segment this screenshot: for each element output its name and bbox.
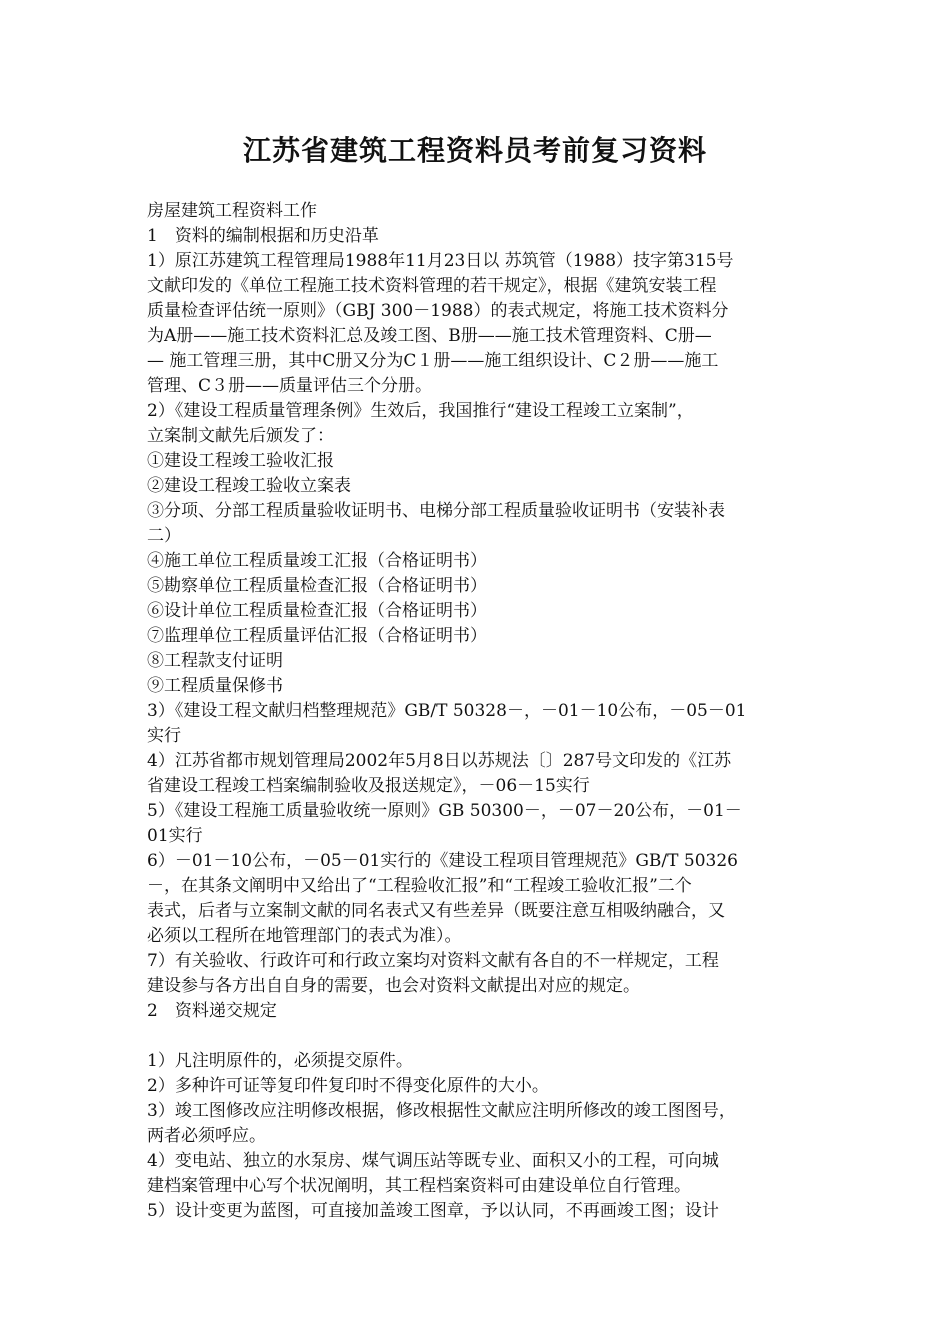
text-line: 质量检查评估统一原则》（GBJ 300－1988）的表式规定，将施工技术资料分 — [147, 301, 729, 321]
text-line: 01实行 — [147, 826, 203, 846]
text-line: 3）《建设工程文献归档整理规范》GB/T 50328－，－01－10公布，－05－01 — [147, 701, 747, 721]
text-line: 1 资料的编制根据和历史沿革 — [147, 226, 379, 246]
text-line: 5）《建设工程施工质量验收统一原则》GB 50300－，－07－20公布，－01－ — [147, 801, 742, 821]
text-line: 表式，后者与立案制文献的同名表式又有些差异（既要注意互相吸纳融合，又 — [147, 901, 725, 921]
text-line: ⑤勘察单位工程质量检查汇报（合格证明书） — [147, 576, 487, 596]
text-line: ⑧工程款支付证明 — [147, 651, 283, 671]
text-line: 房屋建筑工程资料工作 — [147, 201, 317, 221]
text-line: ⑥设计单位工程质量检查汇报（合格证明书） — [147, 601, 487, 621]
document-title: 江苏省建筑工程资料员考前复习资料 — [242, 134, 707, 167]
text-line: 7）有关验收、行政许可和行政立案均对资料文献有各自的不一样规定，工程 — [147, 951, 719, 971]
text-line: 3）竣工图修改应注明修改根据，修改根据性文献应注明所修改的竣工图图号， — [147, 1101, 736, 1121]
text-line: 为A册——施工技术资料汇总及竣工图、B册——施工技术管理资料、C册— — [147, 326, 712, 346]
text-line: — 施工管理三册，其中C册又分为C１册——施工组织设计、C２册——施工 — [147, 351, 719, 371]
text-line: 4）江苏省都市规划管理局2002年5月8日以苏规法〔〕287号文印发的《江苏 — [147, 751, 732, 771]
text-line: 5）设计变更为蓝图，可直接加盖竣工图章，予以认同，不再画竣工图；设计 — [147, 1201, 719, 1221]
blank-line — [147, 1024, 812, 1049]
text-line: 建档案管理中心写个状况阐明，其工程档案资料可由建设单位自行管理。 — [147, 1176, 691, 1196]
text-line: 必须以工程所在地管理部门的表式为准）。 — [147, 926, 462, 946]
text-line: ④施工单位工程质量竣工汇报（合格证明书） — [147, 551, 487, 571]
text-line: 建设参与各方出自自身的需要，也会对资料文献提出对应的规定。 — [147, 976, 640, 996]
text-line: 两者必须呼应。 — [147, 1126, 266, 1146]
text-line: ②建设工程竣工验收立案表 — [147, 476, 351, 496]
text-line: 1）凡注明原件的，必须提交原件。 — [147, 1051, 413, 1071]
text-line: －，在其条文阐明中又给出了“工程验收汇报”和“工程竣工验收汇报”二个 — [147, 876, 692, 896]
text-line: ③分项、分部工程质量验收证明书、电梯分部工程质量验收证明书（安装补表 — [147, 501, 725, 521]
text-line: 2）《建设工程质量管理条例》生效后，我国推行“建设工程竣工立案制”， — [147, 401, 694, 421]
text-line: 2 资料递交规定 — [147, 1001, 277, 1021]
text-line: 实行 — [147, 726, 181, 746]
text-line: ⑦监理单位工程质量评估汇报（合格证明书） — [147, 626, 487, 646]
text-line: 文献印发的《单位工程施工技术资料管理的若干规定》，根据《建筑安装工程 — [147, 276, 717, 296]
text-line: 1）原江苏建筑工程管理局1988年11月23日以 苏筑管（1988）技字第315号 — [147, 251, 734, 271]
text-line: ①建设工程竣工验收汇报 — [147, 451, 334, 471]
document-body — [147, 199, 812, 1224]
text-line: 6）－01－10公布，－05－01实行的《建设工程项目管理规范》GB/T 50326 — [147, 851, 738, 871]
text-line: 4）变电站、独立的水泵房、煤气调压站等既专业、面积又小的工程，可向城 — [147, 1151, 719, 1171]
text-line: ⑨工程质量保修书 — [147, 676, 283, 696]
text-line: 2）多种许可证等复印件复印时不得变化原件的大小。 — [147, 1076, 549, 1096]
text-line: 二） — [147, 526, 181, 546]
text-line: 省建设工程竣工档案编制验收及报送规定》，－06－15实行 — [147, 776, 590, 796]
text-line: 立案制文献先后颁发了： — [147, 426, 334, 446]
text-line: 管理、C３册——质量评估三个分册。 — [147, 376, 433, 396]
